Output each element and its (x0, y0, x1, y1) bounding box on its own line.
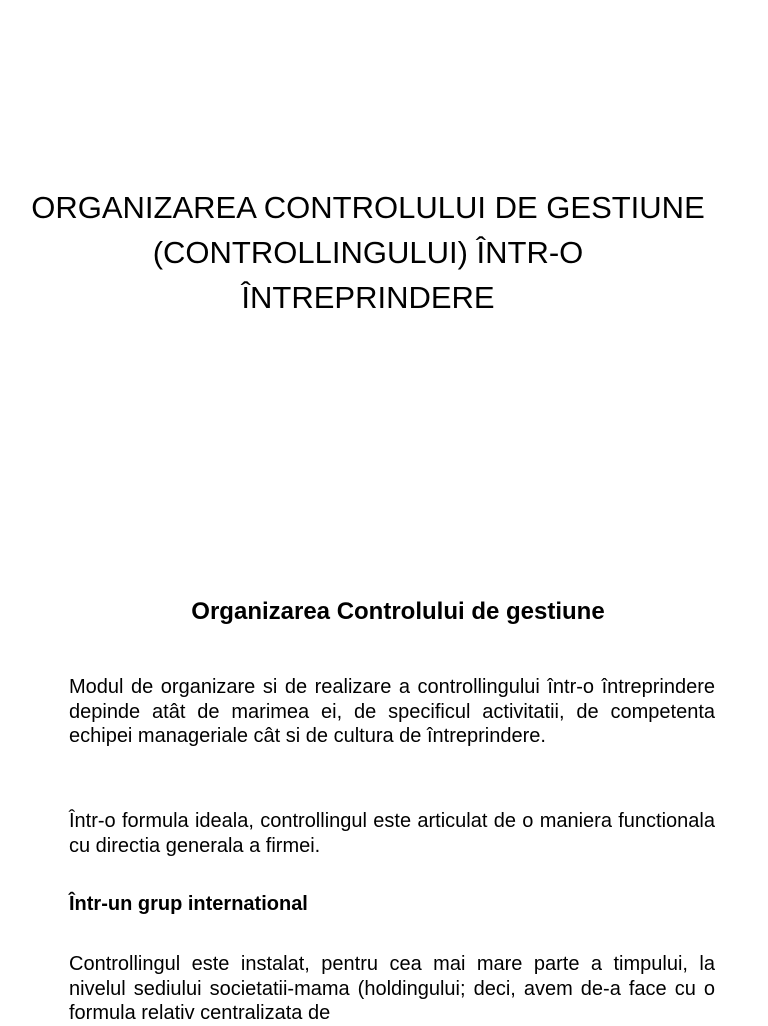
document-title (20, 185, 716, 320)
paragraph-holding-controlling: Controllingul este instalat, pentru cea mai mare parte a timpului, la nivelul sediului societatii-mama (holdingului; deci, avem de-a face cu o formula relativ centralizata de (69, 953, 715, 1024)
paragraph-ideal-formula: Într-o formula ideala, controllingul este articulat de o maniera functionala cu directia generala a firmei. (69, 810, 715, 857)
subheading-international-group: Într-un grup international (69, 893, 308, 915)
title-line-1: ORGANIZAREA CONTROLULUI DE GESTIUNE (31, 190, 705, 225)
section-heading: Organizarea Controlului de gestiune (191, 598, 605, 625)
title-line-3: ÎNTREPRINDERE (241, 280, 495, 315)
title-line-2: (CONTROLLINGULUI) ÎNTR-O (152, 235, 584, 270)
paragraph-organization-mode: Modul de organizare si de realizare a controllingului într-o întreprindere depinde atât de marimea ei, de specificul activitatii, de competenta echipei manageriale cât si de cultura de întreprindere. (69, 676, 715, 747)
